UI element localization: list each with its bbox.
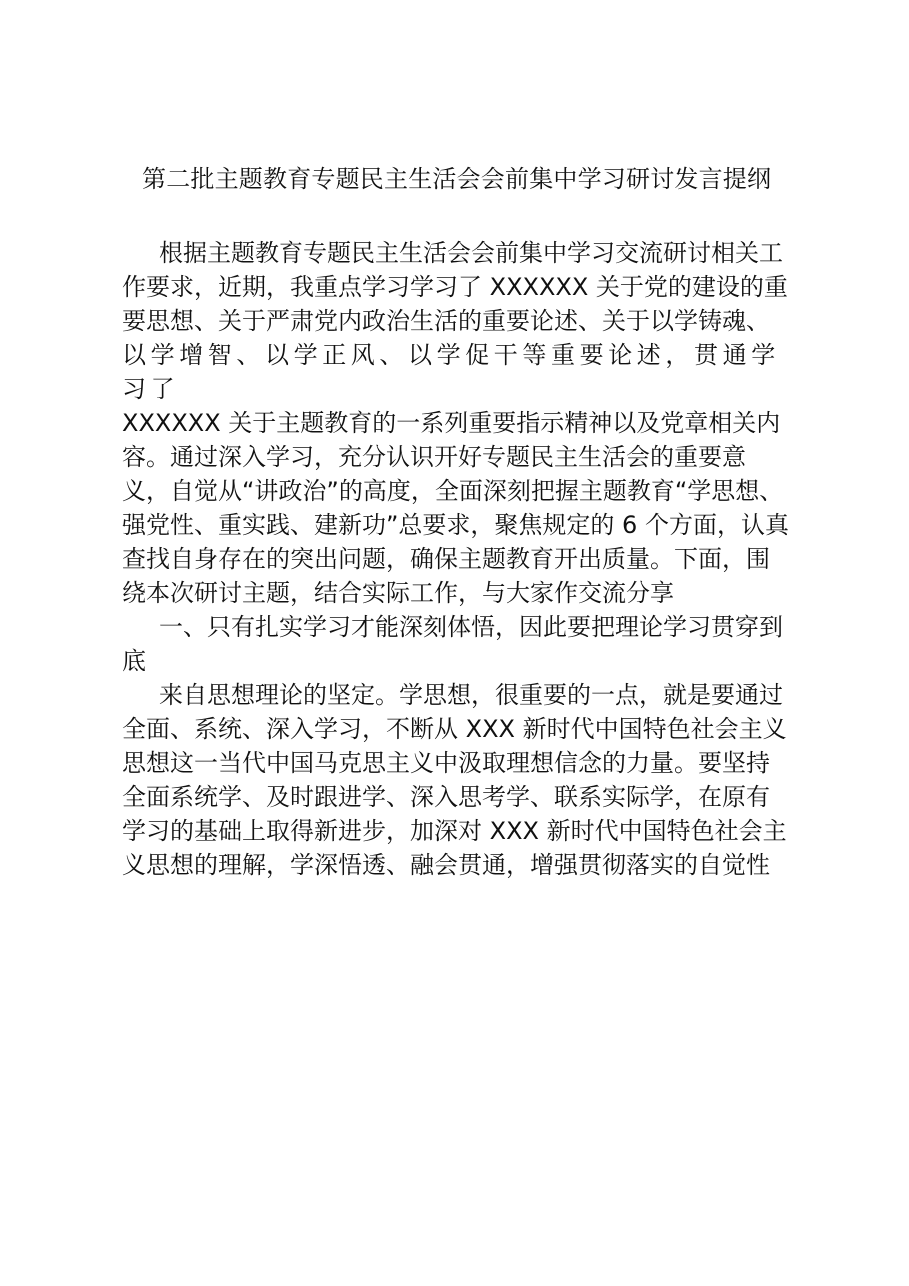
text-line: 底 [122,647,146,675]
text-line: 一、只有扎实学习才能深刻体悟，因此要把理论学习贯穿到 [159,613,783,641]
text-line: 根据主题教育专题民主生活会会前集中学习交流研讨相关工 [159,239,783,267]
text-line: 义思想的理解，学深悟透、融会贯通，增强贯彻落实的自觉性 [122,851,770,879]
text-line: XXXXXX 关于主题教育的一系列重要指示精神以及党章相关内 [122,409,781,437]
text-line: 全面、系统、深入学习，不断从 XXX 新时代中国特色社会主义 [122,715,787,743]
section-heading [122,610,794,678]
text-line: 义，自觉从“讲政治”的高度，全面深刻把握主题教育“学思想、 [122,477,784,505]
text-line: 要思想、关于严肃党内政治生活的重要论述、关于以学铸魂、 [122,307,770,335]
text-line: 容。通过深入学习，充分认识开好专题民主生活会的重要意 [122,443,746,471]
intro-paragraph [122,236,794,610]
document-title: 第二批主题教育专题民主生活会会前集中学习研讨发言提纲 [142,165,772,193]
text-line: 作要求，近期，我重点学习学习了 XXXXXX 关于党的建设的重 [122,273,788,301]
text-line: 查找自身存在的突出问题，确保主题教育开出质量。下面，围 [122,545,770,573]
section-paragraph [122,678,794,882]
text-line: 全面系统学、及时跟进学、深入思考学、联系实际学，在原有 [122,783,770,811]
text-line: 以学增智、以学正风、以学促干等重要论述，贯通学习了 [122,341,780,403]
text-line: 学习的基础上取得新进步，加深对 XXX 新时代中国特色社会主 [122,817,787,845]
text-line: 绕本次研讨主题，结合实际工作，与大家作交流分享 [122,579,674,607]
document-body [122,236,794,882]
text-line: 思想这一当代中国马克思主义中汲取理想信念的力量。要坚持 [122,749,770,777]
text-line: 来自思想理论的坚定。学思想，很重要的一点，就是要通过 [159,681,783,709]
text-line: 强党性、重实践、建新功”总要求，聚焦规定的 6 个方面，认真 [122,511,789,539]
